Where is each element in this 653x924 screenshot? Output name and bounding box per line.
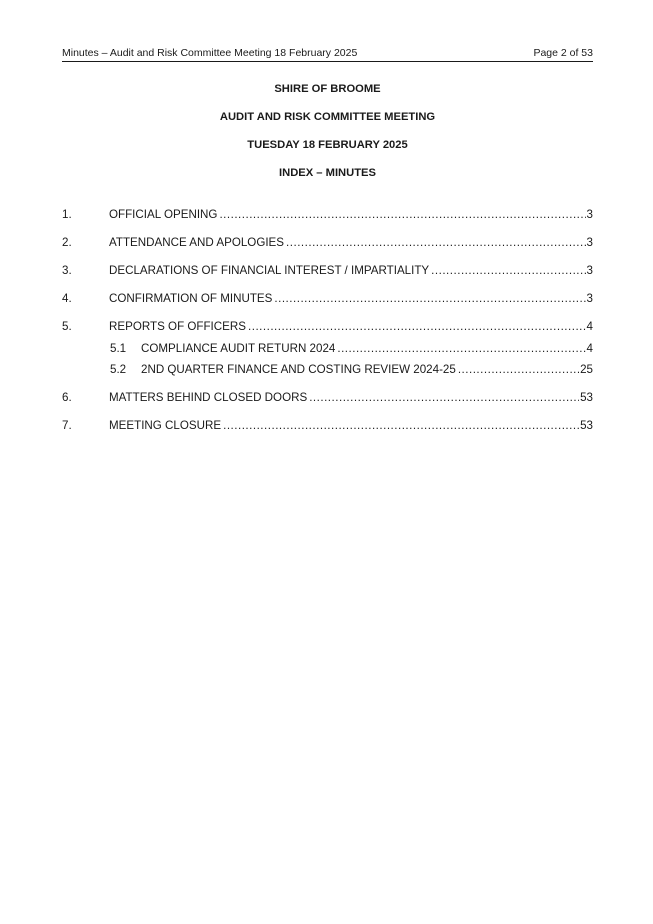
toc-item-label: REPORTS OF OFFICERS (109, 320, 246, 333)
toc-item-number: 6. (62, 391, 72, 404)
toc-leader-dots (337, 342, 585, 356)
toc-item-page: 53 (580, 391, 593, 404)
title-meeting: AUDIT AND RISK COMMITTEE MEETING (219, 111, 436, 123)
toc-item-number: 2. (62, 236, 72, 249)
toc-item-closed-doors[interactable] (62, 391, 593, 405)
toc-item-label: MATTERS BEHIND CLOSED DOORS (109, 391, 308, 404)
toc-item-number: 7. (62, 419, 72, 432)
toc-subitem-number: 5.1 (110, 342, 127, 355)
toc-leader-dots (458, 363, 579, 377)
toc-item-page: 3 (586, 264, 593, 277)
toc-item-label: MEETING CLOSURE (109, 419, 222, 432)
toc-leader-dots (274, 292, 585, 306)
title-date: TUESDAY 18 FEBRUARY 2025 (247, 139, 408, 151)
toc-item-label: CONFIRMATION OF MINUTES (109, 292, 273, 305)
toc-leader-dots (286, 236, 586, 250)
toc-item-number: 4. (62, 292, 72, 305)
toc-leader-dots (248, 320, 586, 334)
toc-leader-dots (431, 264, 585, 278)
header-document-title: Minutes – Audit and Risk Committee Meeting 18 February 2025 (62, 47, 358, 59)
toc-subitem-page: 4 (586, 342, 593, 355)
toc-item-label: DECLARATIONS OF FINANCIAL INTEREST / IMPARTIALITY (109, 264, 430, 277)
toc-subitem-label: COMPLIANCE AUDIT RETURN 2024 (141, 342, 336, 355)
toc-item-confirmation[interactable] (62, 292, 593, 306)
toc-item-official-opening[interactable] (62, 208, 593, 222)
toc-item-page: 3 (586, 236, 593, 249)
header-page-number: Page 2 of 53 (533, 47, 593, 59)
toc-subitem-compliance-audit[interactable] (62, 342, 593, 356)
toc-item-label: ATTENDANCE AND APOLOGIES (109, 236, 285, 249)
toc-item-reports[interactable] (62, 320, 593, 334)
page-header (62, 46, 593, 62)
title-index: INDEX – MINUTES (279, 167, 376, 179)
toc-item-number: 5. (62, 320, 72, 333)
toc-item-page: 3 (586, 208, 593, 221)
toc-item-attendance[interactable] (62, 236, 593, 250)
toc-subitem-page: 25 (580, 363, 593, 376)
toc-leader-dots (219, 208, 585, 222)
toc-subitem-finance-review[interactable] (62, 363, 593, 377)
toc-item-number: 3. (62, 264, 72, 277)
toc-item-declarations[interactable] (62, 264, 593, 278)
title-shire: SHIRE OF BROOME (274, 83, 381, 95)
toc-item-meeting-closure[interactable] (62, 419, 593, 433)
toc-item-number: 1. (62, 208, 72, 221)
toc-item-page: 3 (586, 292, 593, 305)
toc-leader-dots (309, 391, 579, 405)
toc-item-page: 4 (586, 320, 593, 333)
toc-subitem-number: 5.2 (110, 363, 127, 376)
toc-leader-dots (223, 419, 579, 433)
toc-item-label: OFFICIAL OPENING (109, 208, 218, 221)
toc-subitem-label: 2ND QUARTER FINANCE AND COSTING REVIEW 2024-25 (141, 363, 456, 376)
toc-item-page: 53 (580, 419, 593, 432)
